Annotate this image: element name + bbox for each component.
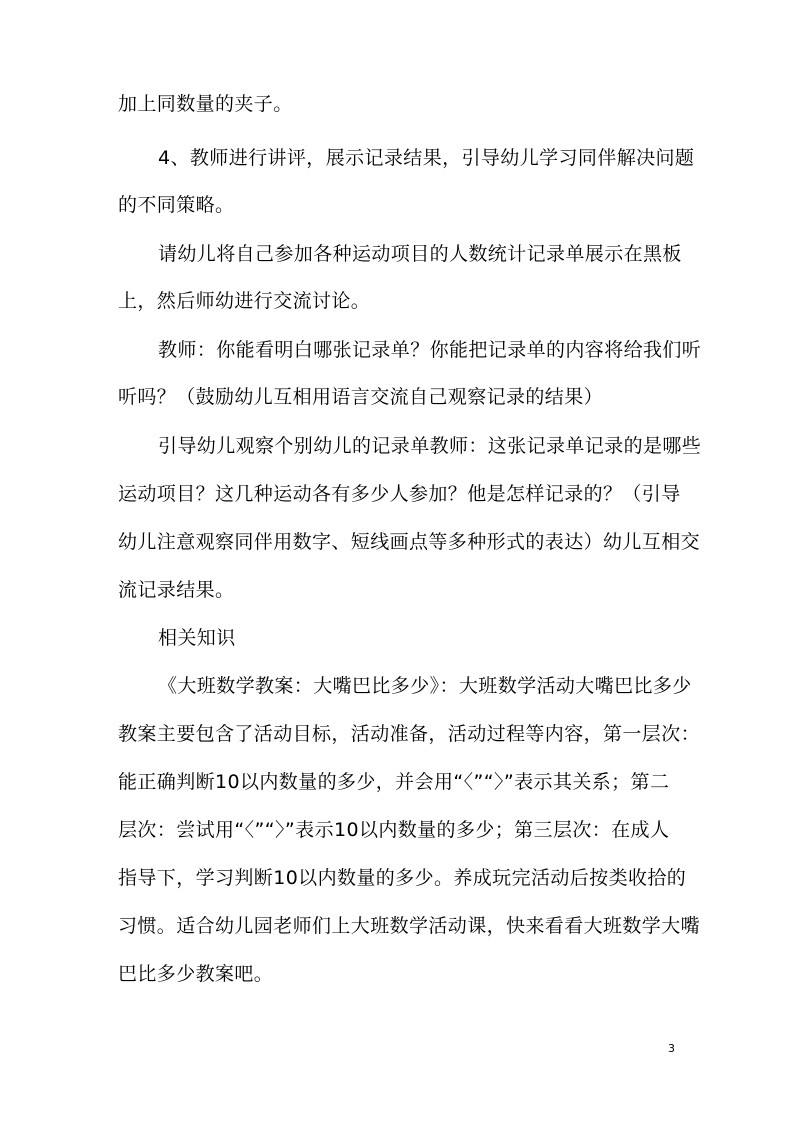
body-text-line: 流记录结果。 <box>118 579 235 601</box>
body-text-line: 巴比多少教案吧。 <box>118 963 274 985</box>
body-text-line: 听吗？（鼓励幼儿互相用语言交流自己观察记录的结果） <box>118 386 604 408</box>
body-text-line: 请幼儿将自己参加各种运动项目的人数统计记录单展示在黑板 <box>158 243 682 265</box>
body-text-line: 的不同策略。 <box>118 194 235 216</box>
body-text-line: 幼儿注意观察同伴用数字、短线画点等多种形式的表达）幼儿互相交 <box>118 531 701 553</box>
section-heading: 相关知识 <box>158 627 236 649</box>
body-text-line: 运动项目？这几种运动各有多少人参加？他是怎样记录的？（引导 <box>118 483 681 505</box>
body-text-line: 指导下，学习判断10以内数量的多少。养成玩完活动后按类收拾的 <box>118 867 687 889</box>
page-number: 3 <box>668 1042 675 1055</box>
body-text-line: 引导幼儿观察个别幼儿的记录单教师：这张记录单记录的是哪些 <box>158 435 702 457</box>
body-text-line: 能正确判断10以内数量的多少，并会用“〈”“〉”表示其关系；第二 <box>118 771 670 793</box>
body-text-line: 教案主要包含了活动目标，活动准备，活动过程等内容，第一层次： <box>118 723 701 745</box>
body-text-line: 《大班数学教案：大嘴巴比多少》：大班数学活动大嘴巴比多少 <box>158 675 692 697</box>
body-text-line: 上，然后师幼进行交流讨论。 <box>118 290 371 312</box>
body-text-line: 层次：尝试用“〈”“〉”表示10以内数量的多少；第三层次：在成人 <box>118 819 670 841</box>
body-text-line: 4、教师进行讲评，展示记录结果，引导幼儿学习同伴解决问题 <box>158 147 695 169</box>
body-text-line: 习惯。适合幼儿园老师们上大班数学活动课，快来看看大班数学大嘴 <box>118 915 701 937</box>
body-text-line: 加上同数量的夹子。 <box>118 93 293 115</box>
body-text-line: 教师：你能看明白哪张记录单？你能把记录单的内容将给我们听 <box>158 339 702 361</box>
